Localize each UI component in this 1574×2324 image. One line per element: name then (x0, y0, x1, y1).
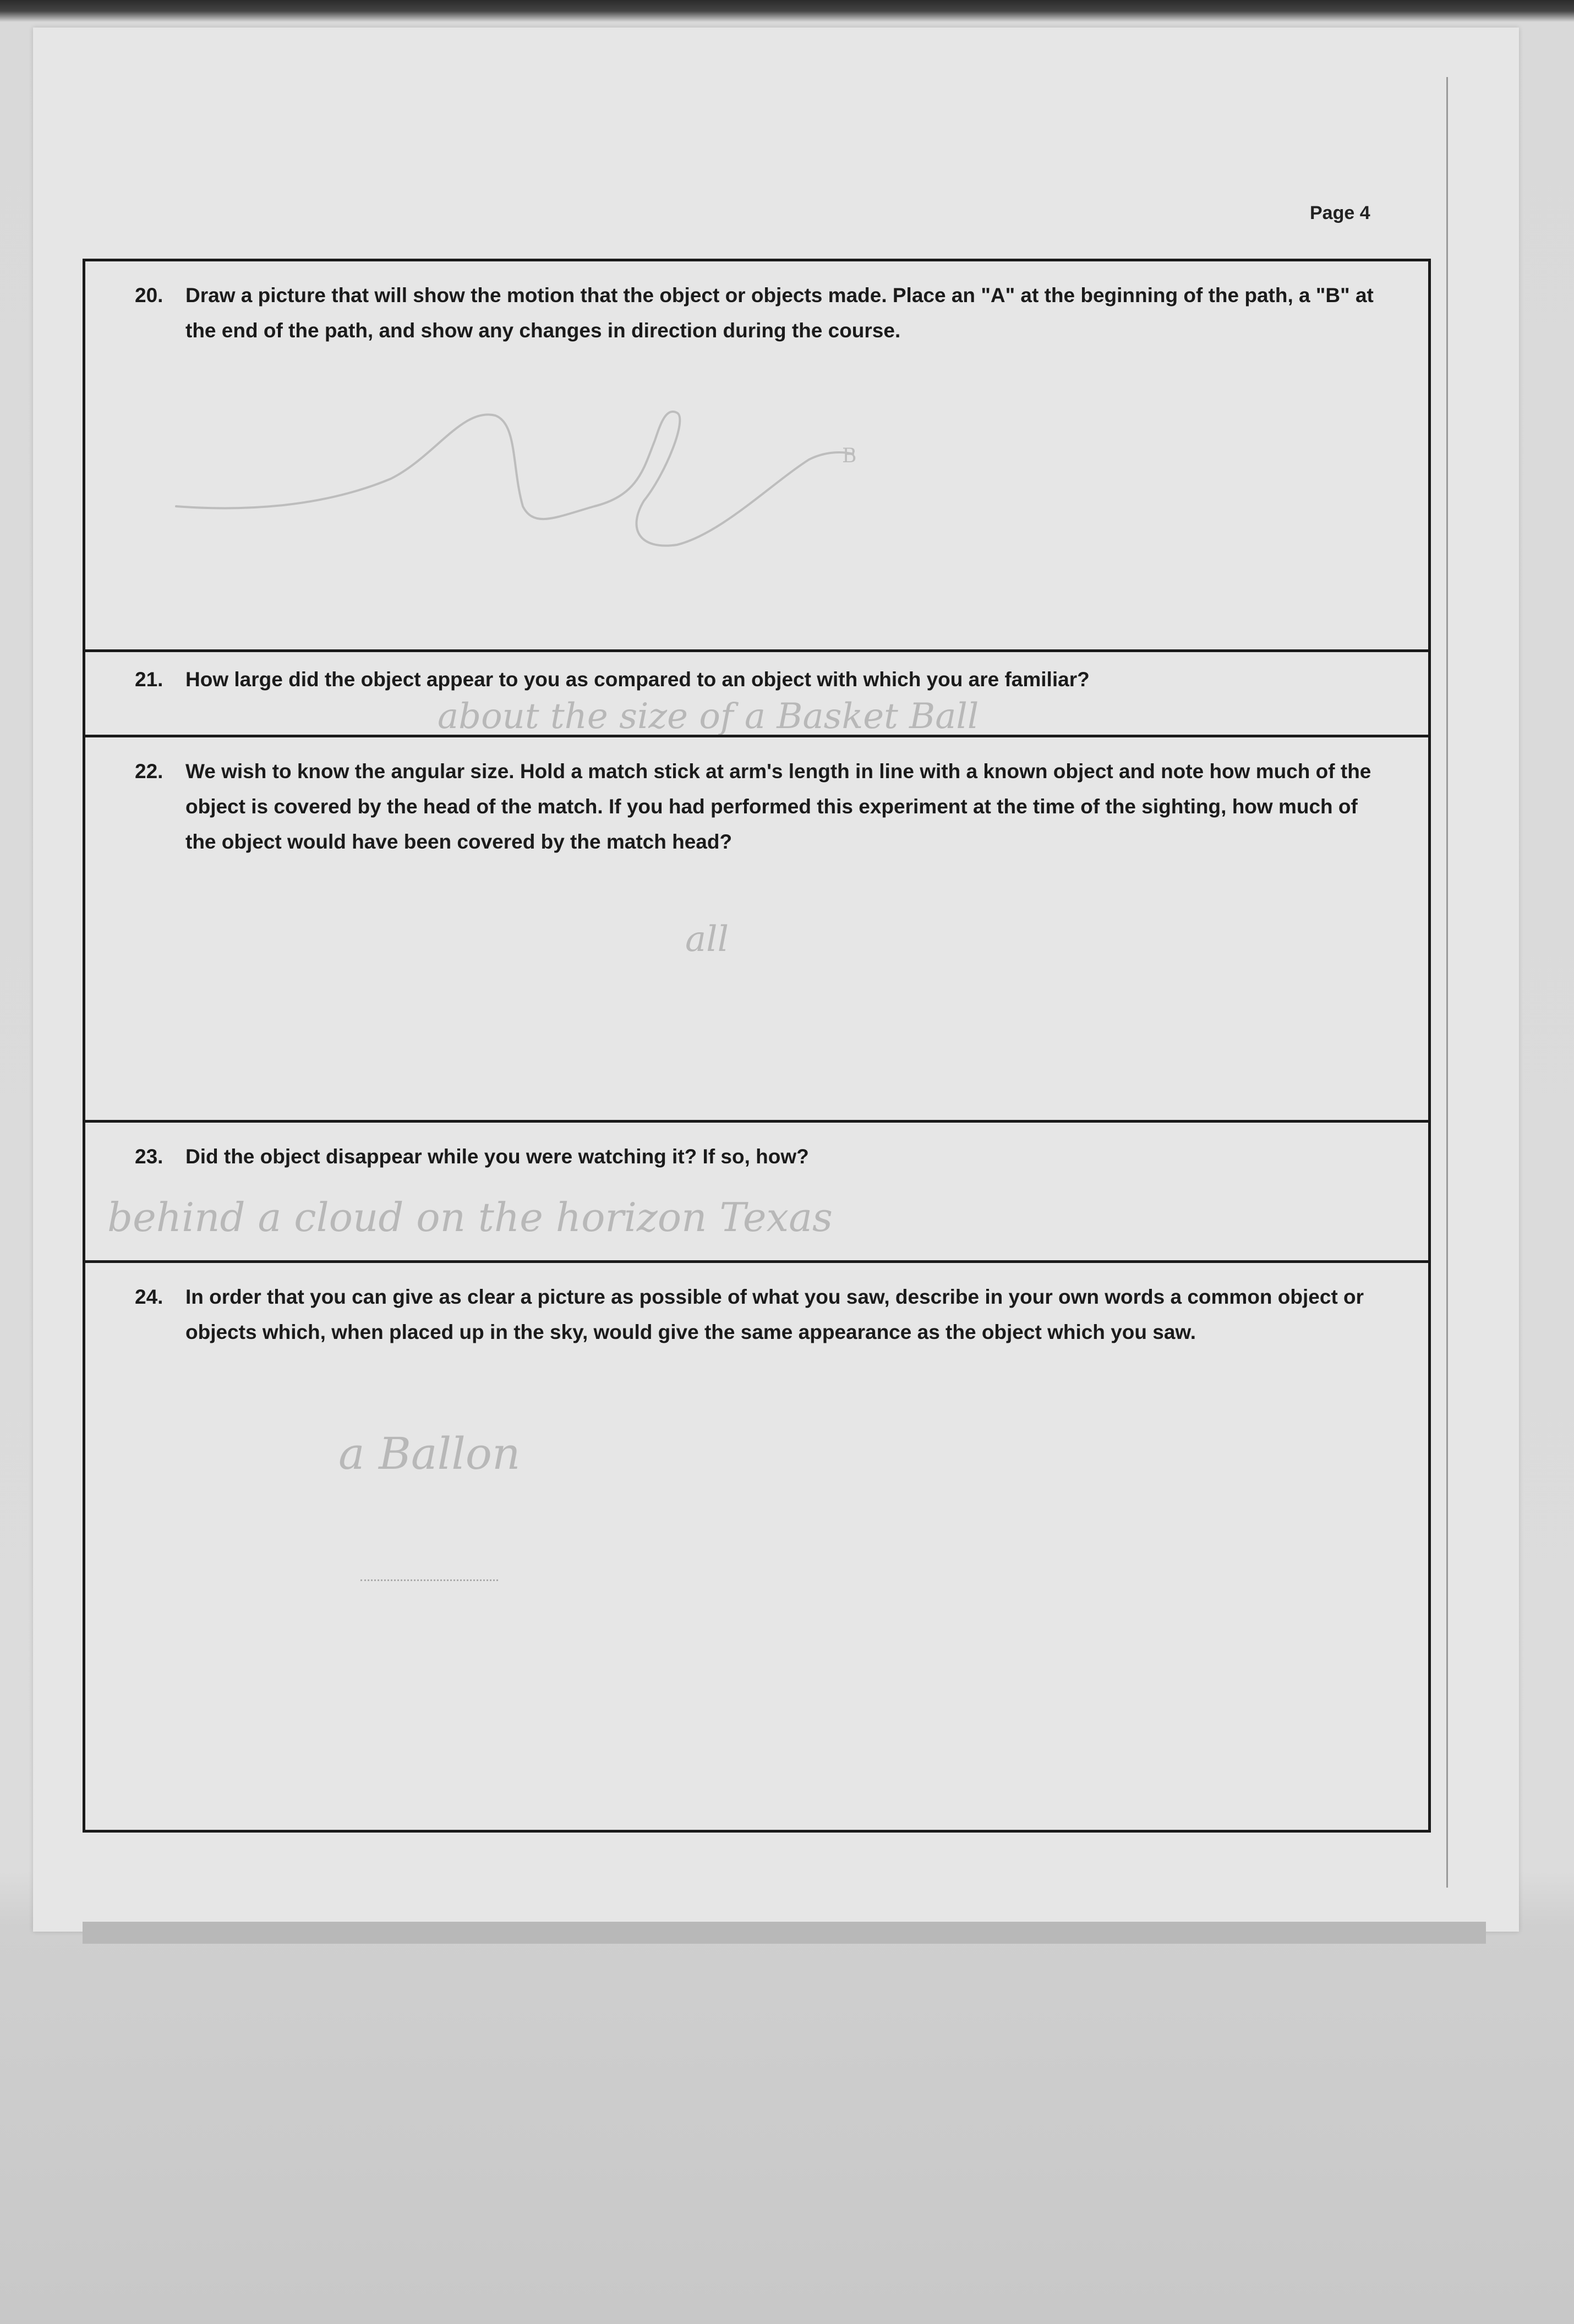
question-20 (135, 278, 1379, 348)
question-number: 20. (135, 284, 163, 307)
question-24-section (85, 1260, 1428, 1830)
question-number: 21. (135, 668, 163, 691)
page-edge (1446, 77, 1448, 1888)
question-number: 24. (135, 1286, 163, 1308)
handwritten-answer: a Ballon (338, 1428, 521, 1479)
dotted-mark (360, 1579, 498, 1581)
question-24 (135, 1279, 1379, 1350)
page-shadow (83, 1922, 1486, 1944)
question-text: Did the object disappear while you were watching it? If so, how? (185, 1145, 809, 1168)
question-text: In order that you can give as clear a picture as possible of what you saw, describe in your own words a common object or objects which, when placed up in the sky, would give the same appearance as the object which you saw. (185, 1286, 1364, 1343)
question-22-section (85, 735, 1428, 1120)
question-21 (135, 662, 1379, 697)
path-end-label: B (842, 445, 857, 467)
question-22 (135, 754, 1379, 860)
question-number: 22. (135, 760, 163, 783)
question-text: We wish to know the angular size. Hold a match stick at arm's length in line with a known object and note how much of the object is covered by the head of the match. If you had performed this experiment at the time of the sighting, how much of the object would have been covered by the match head? (185, 760, 1371, 853)
handwritten-answer: behind a cloud on the horizon Texas (107, 1194, 833, 1240)
question-23 (135, 1139, 1379, 1174)
motion-path-sketch (83, 374, 908, 572)
question-23-section (85, 1120, 1428, 1260)
page-number: Page 4 (1310, 203, 1370, 223)
handwritten-answer: about the size of a Basket Ball (438, 696, 979, 737)
question-number: 23. (135, 1145, 163, 1168)
question-text: How large did the object appear to you as compared to an object with which you are familiar? (185, 668, 1090, 691)
path-line (176, 412, 853, 546)
question-text: Draw a picture that will show the motion that the object or objects made. Place an "A" at the beginning of the path, a "B" at the end of the path, and show any changes in direction during the course. (185, 284, 1374, 342)
handwritten-answer: all (685, 919, 729, 960)
question-21-section (85, 649, 1428, 737)
